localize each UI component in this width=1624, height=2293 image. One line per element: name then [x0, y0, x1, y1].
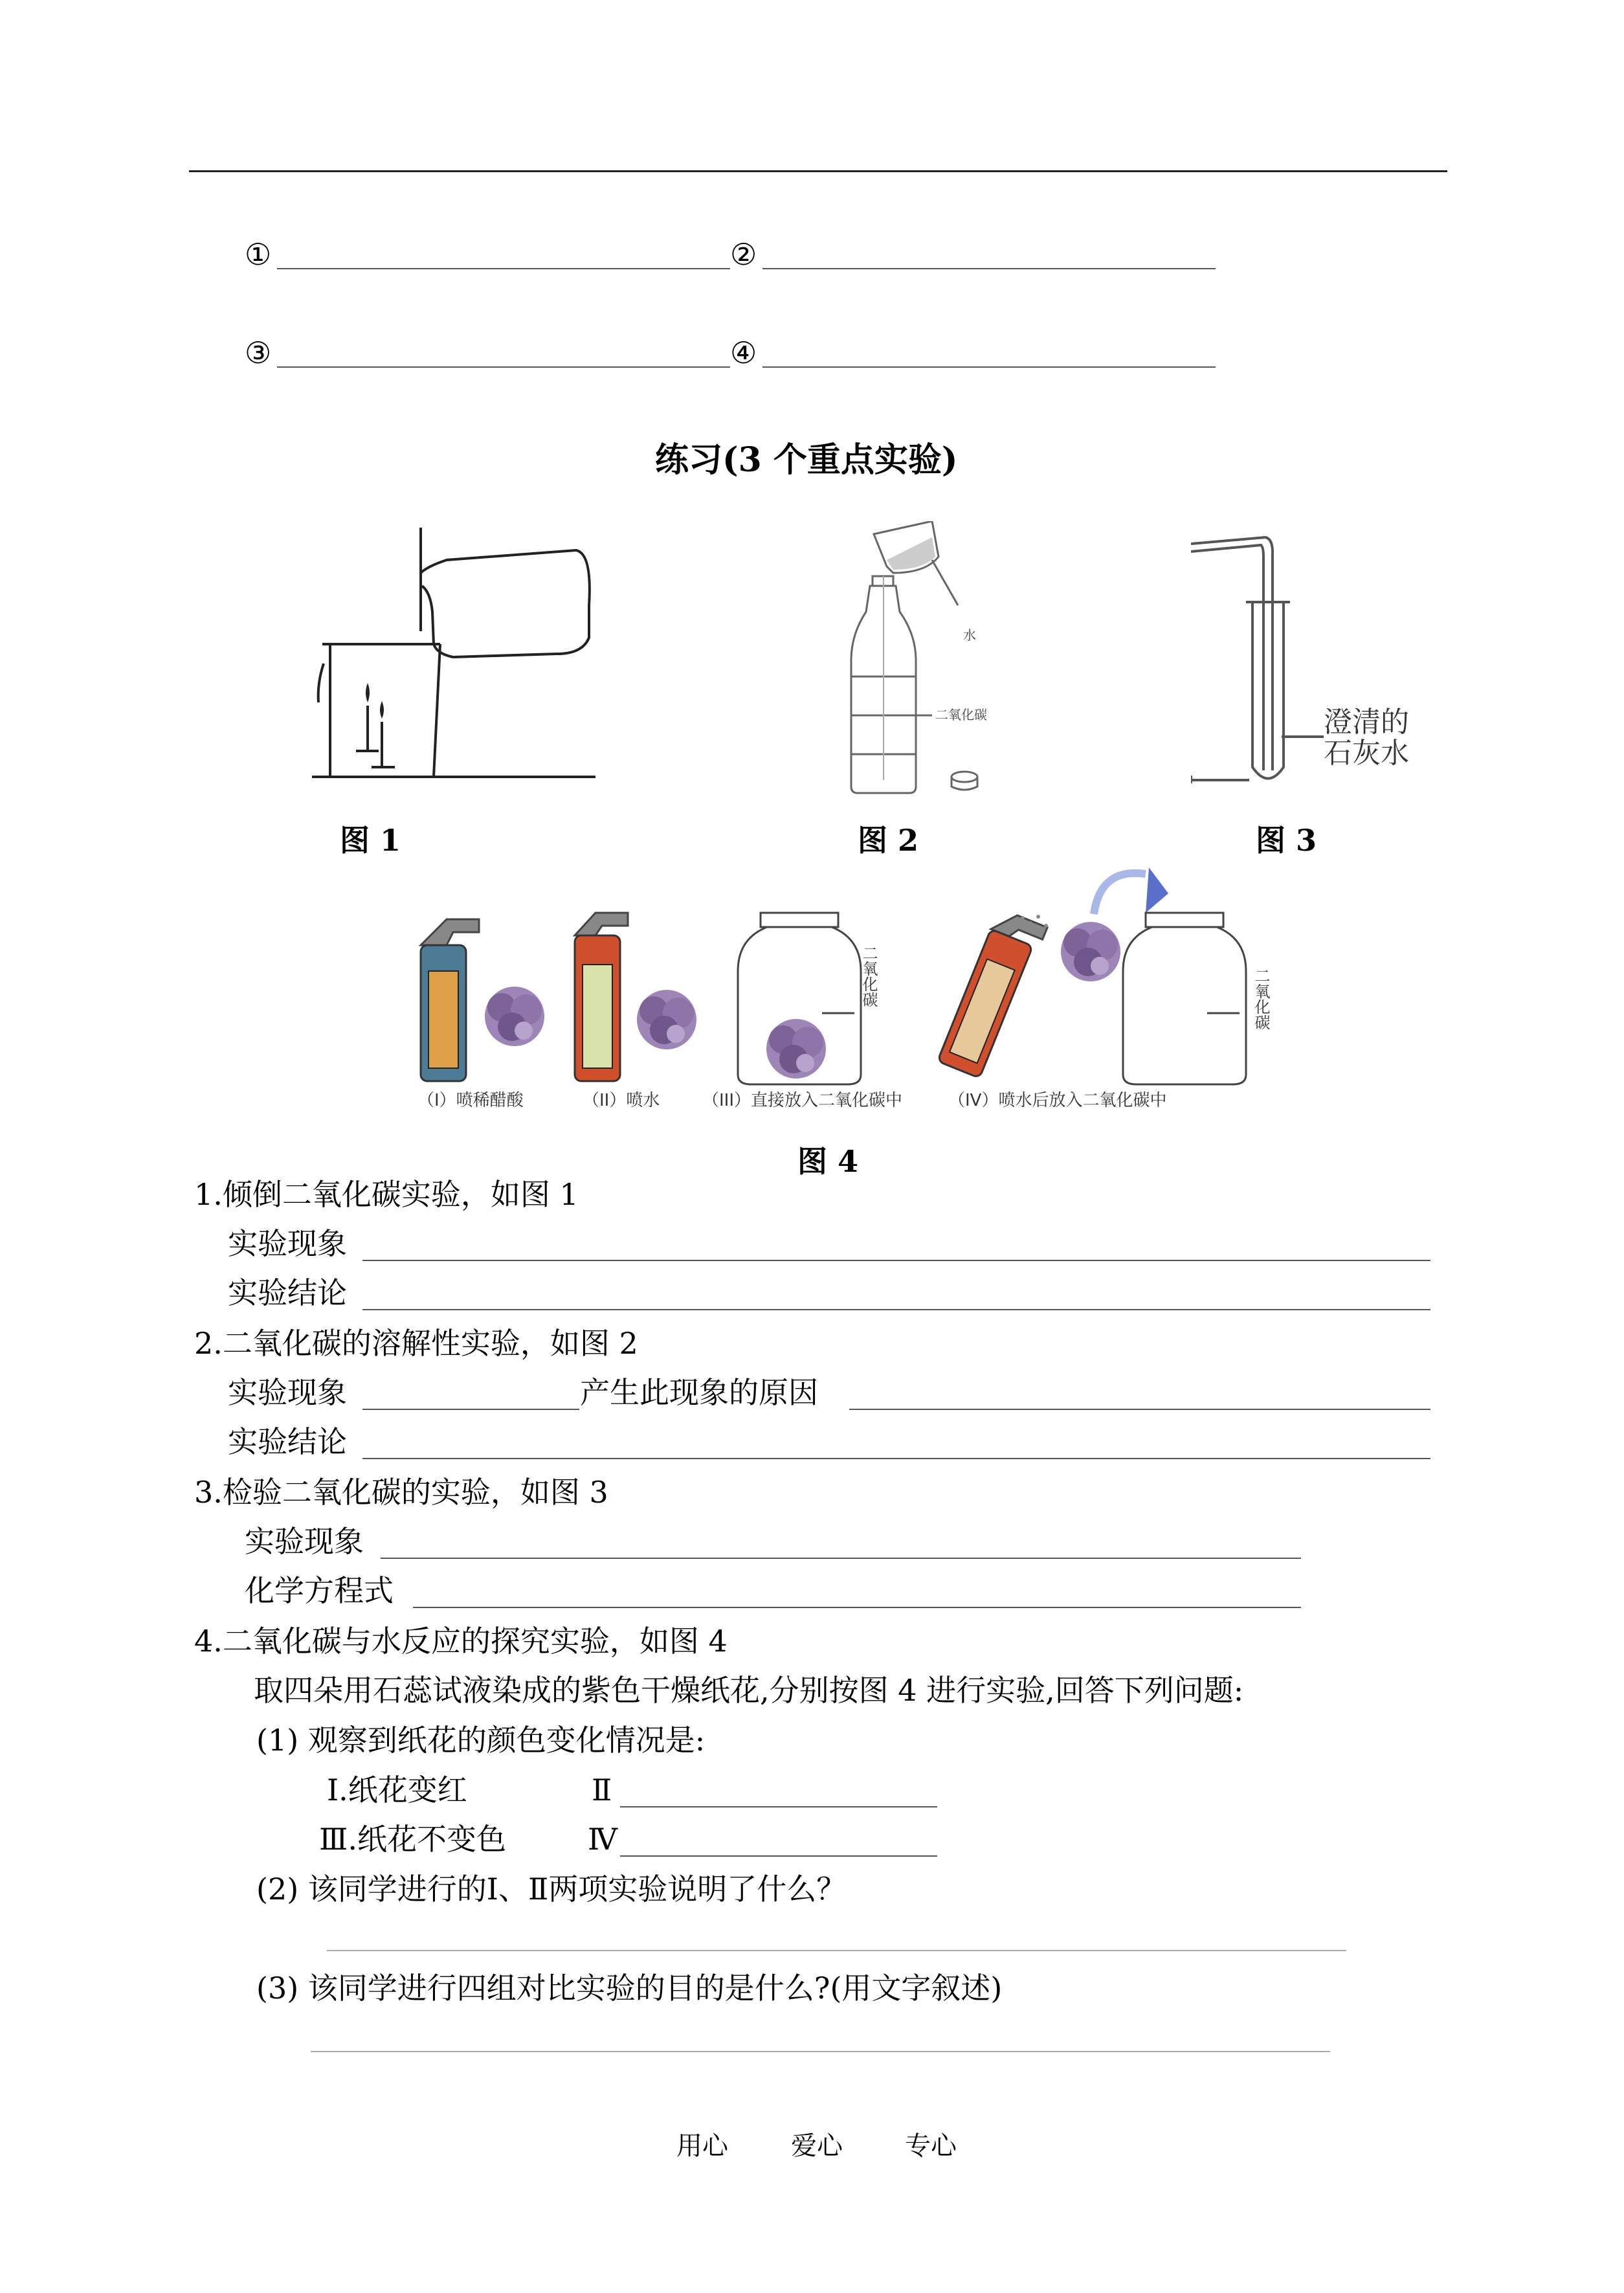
figure-4-step-4: （IV）喷水后放入二氧化碳中	[948, 1091, 1167, 1110]
figure-4-caption: 图 4	[797, 1144, 859, 1179]
q4-item-4: Ⅳ	[588, 1822, 617, 1857]
q4-item-1: Ⅰ.纸花变红	[327, 1773, 467, 1807]
q4-item-2: Ⅱ	[592, 1773, 612, 1807]
figure-2-illustration	[803, 521, 1036, 800]
page-title: 练习(3 个重点实验)	[655, 440, 958, 480]
figure-4-step-3: （III）直接放入二氧化碳中	[702, 1091, 903, 1110]
figure-2-caption: 图 2	[858, 823, 919, 858]
footer-item-3: 专心	[905, 2131, 957, 2161]
q1-phenomenon-label: 实验现象	[228, 1226, 347, 1261]
q4-item-4-blank[interactable]	[620, 1855, 937, 1857]
figure-2-label-water: 水	[963, 627, 976, 643]
figure-3-label-line1: 澄清的	[1324, 706, 1409, 739]
q4-sub2: (2) 该同学进行的Ⅰ、Ⅱ两项实验说明了什么？	[256, 1872, 847, 1907]
sprayer-1	[421, 919, 479, 1081]
q4-item-3: Ⅲ.纸花不变色	[319, 1822, 506, 1857]
q4-title: 4.二氧化碳与水反应的探究实验，如图 4	[194, 1624, 728, 1659]
q2-reason-blank[interactable]	[849, 1409, 1430, 1410]
q1-conclusion-label: 实验结论	[228, 1275, 347, 1310]
q3-phenomenon-label: 实验现象	[245, 1524, 364, 1559]
jar-3-label: 二氧化碳	[860, 945, 878, 1007]
blank-1-line[interactable]	[277, 268, 730, 269]
figure-1-illustration	[304, 528, 602, 787]
q4-sub1: (1) 观察到纸花的颜色变化情况是:	[256, 1723, 706, 1758]
sprayer-4	[937, 908, 1047, 1080]
blank-3-line[interactable]	[277, 366, 730, 368]
q2-conclusion-label: 实验结论	[228, 1424, 347, 1459]
q4-sub3-answer-line[interactable]	[311, 2051, 1330, 2052]
header-rule	[189, 170, 1447, 172]
q1-title: 1.倾倒二氧化碳实验，如图 1	[194, 1177, 579, 1212]
figure-4-step-2: （II）喷水	[583, 1091, 660, 1110]
figure-2-label-co2: 二氧化碳	[935, 707, 987, 722]
q2-phenomenon-blank[interactable]	[362, 1409, 579, 1410]
q3-title: 3.检验二氧化碳的实验，如图 3	[194, 1475, 608, 1510]
blank-4-line[interactable]	[762, 366, 1216, 368]
q2-reason-label: 产生此现象的原因	[580, 1375, 818, 1410]
figure-3-caption: 图 3	[1256, 823, 1317, 858]
q2-phenomenon-label: 实验现象	[228, 1375, 347, 1410]
q3-phenomenon-blank[interactable]	[381, 1558, 1301, 1559]
q4-intro: 取四朵用石蕊试液染成的紫色干燥纸花,分别按图 4 进行实验,回答下列问题:	[254, 1673, 1244, 1708]
figure-1-caption: 图 1	[340, 823, 401, 858]
blank-3-marker: ③	[245, 335, 272, 370]
q3-equation-label: 化学方程式	[245, 1573, 394, 1608]
q4-sub3: (3) 该同学进行四组对比实验的目的是什么?(用文字叙述)	[256, 1971, 1003, 2006]
q1-phenomenon-blank[interactable]	[362, 1260, 1430, 1261]
q2-title: 2.二氧化碳的溶解性实验，如图 2	[194, 1326, 638, 1361]
q4-item-2-blank[interactable]	[620, 1806, 937, 1807]
q3-equation-blank[interactable]	[413, 1607, 1301, 1608]
q4-sub2-answer-line[interactable]	[327, 1950, 1346, 1951]
jar-4-label: 二氧化碳	[1252, 968, 1270, 1030]
figure-3-label-line2: 石灰水	[1324, 737, 1409, 770]
blank-4-marker: ④	[730, 335, 757, 370]
sprayer-2	[575, 913, 628, 1081]
blank-2-marker: ②	[730, 237, 757, 272]
footer-item-1: 用心	[676, 2131, 728, 2161]
q2-conclusion-blank[interactable]	[362, 1458, 1430, 1459]
figure-3-illustration	[1191, 505, 1440, 796]
blank-1-marker: ①	[245, 237, 272, 272]
figure-4-illustration	[408, 867, 1288, 1126]
q1-conclusion-blank[interactable]	[362, 1309, 1430, 1310]
blank-2-line[interactable]	[762, 268, 1216, 269]
figure-4-step-1: （I）喷稀醋酸	[417, 1091, 524, 1110]
footer-item-2: 爱心	[791, 2131, 843, 2161]
jar-4	[1123, 913, 1246, 1084]
